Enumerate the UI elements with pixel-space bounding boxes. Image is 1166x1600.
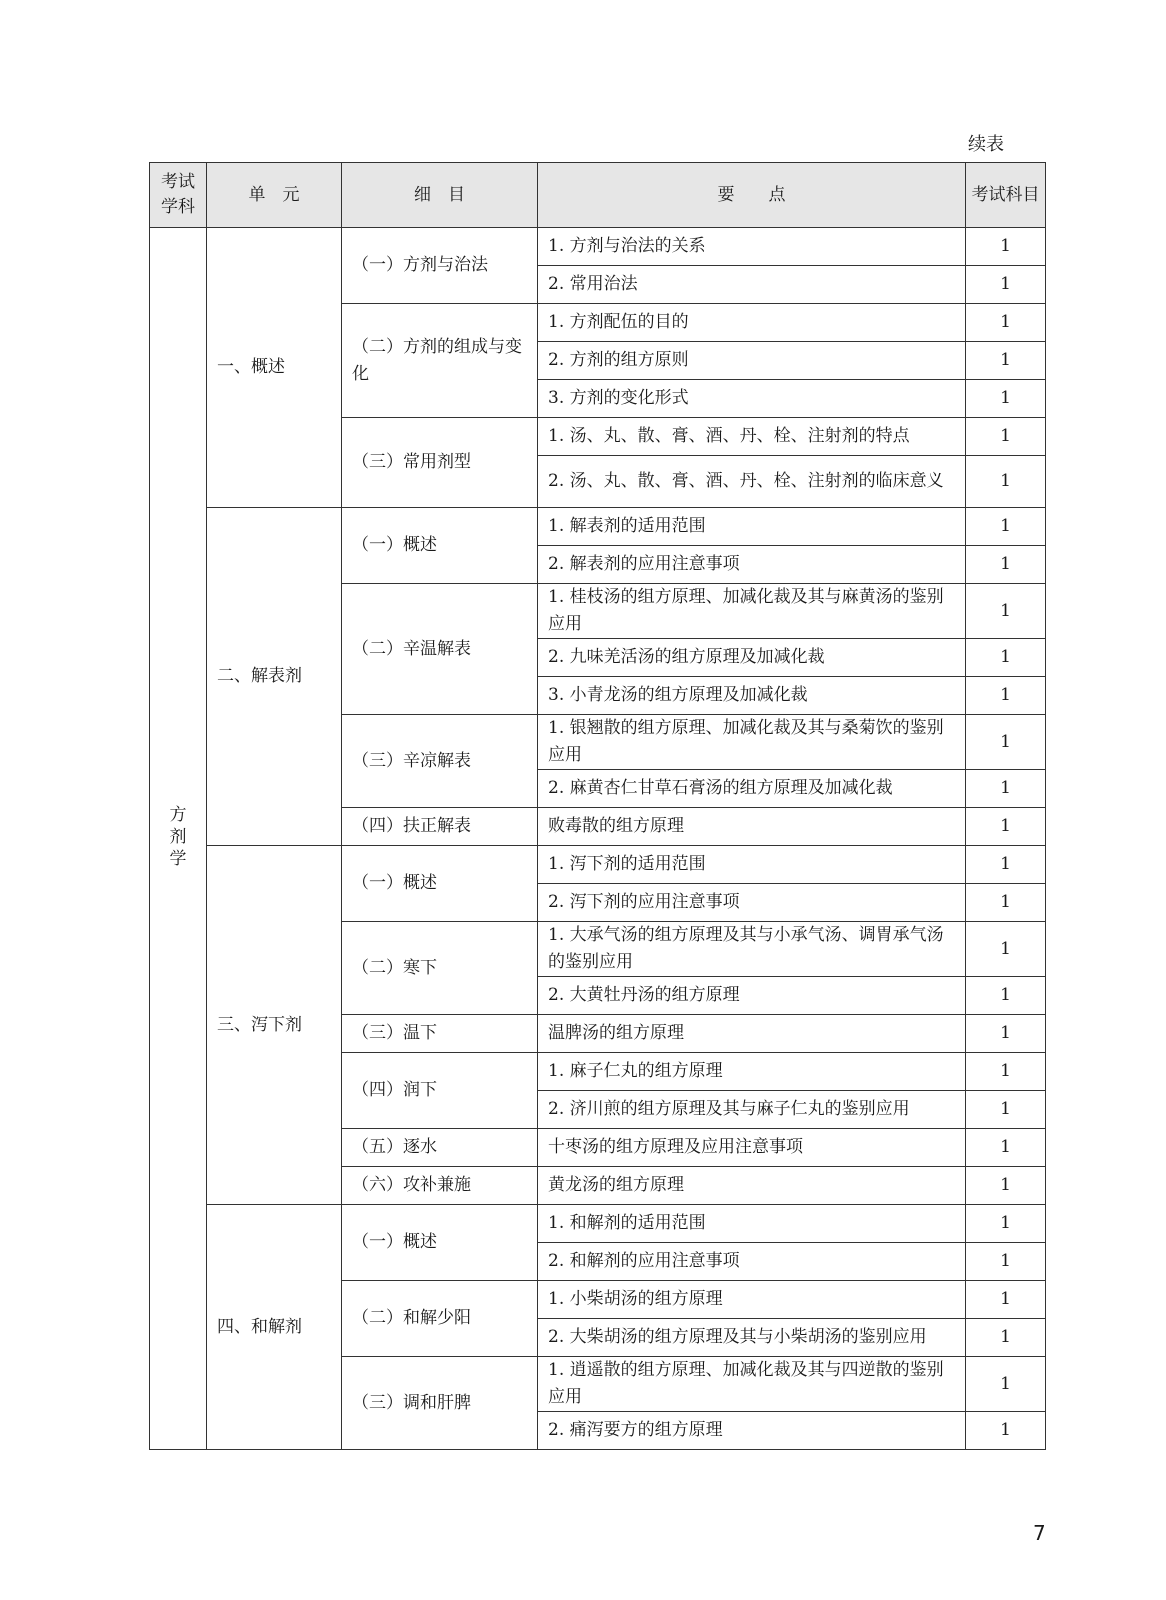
count-cell: 1 <box>966 808 1046 846</box>
table-row <box>150 1205 1046 1243</box>
count-cell: 1 <box>966 228 1046 266</box>
table-body <box>150 228 1046 1450</box>
point-cell: 2. 麻黄杏仁甘草石膏汤的组方原理及加减化裁 <box>538 770 966 808</box>
table-row <box>150 846 1046 884</box>
point-cell: 十枣汤的组方原理及应用注意事项 <box>538 1129 966 1167</box>
point-cell: 1. 大承气汤的组方原理及其与小承气汤、调胃承气汤的鉴别应用 <box>538 922 966 977</box>
count-cell: 1 <box>966 922 1046 977</box>
count-cell: 1 <box>966 1205 1046 1243</box>
detail-cell: （五）逐水 <box>342 1129 538 1167</box>
count-cell: 1 <box>966 584 1046 639</box>
point-cell: 1. 银翘散的组方原理、加减化裁及其与桑菊饮的鉴别应用 <box>538 715 966 770</box>
detail-cell: （一）方剂与治法 <box>342 228 538 304</box>
detail-cell: （二）和解少阳 <box>342 1281 538 1357</box>
point-cell: 2. 汤、丸、散、膏、酒、丹、栓、注射剂的临床意义 <box>538 456 966 508</box>
count-cell: 1 <box>966 1319 1046 1357</box>
table-row <box>150 508 1046 546</box>
table-header-row <box>150 163 1046 228</box>
point-cell: 2. 大柴胡汤的组方原理及其与小柴胡汤的鉴别应用 <box>538 1319 966 1357</box>
unit-cell: 一、概述 <box>207 228 342 508</box>
point-cell: 1. 解表剂的适用范围 <box>538 508 966 546</box>
table-row <box>150 228 1046 266</box>
count-cell: 1 <box>966 639 1046 677</box>
header-count: 考试科目 <box>966 163 1046 228</box>
count-cell: 1 <box>966 1243 1046 1281</box>
subject-cell <box>150 228 207 1450</box>
count-cell: 1 <box>966 1412 1046 1450</box>
point-cell: 2. 九味羌活汤的组方原理及加减化裁 <box>538 639 966 677</box>
point-cell: 2. 解表剂的应用注意事项 <box>538 546 966 584</box>
point-cell: 1. 麻子仁丸的组方原理 <box>538 1053 966 1091</box>
count-cell: 1 <box>966 1167 1046 1205</box>
count-cell: 1 <box>966 380 1046 418</box>
detail-cell: （二）寒下 <box>342 922 538 1015</box>
detail-cell: （一）概述 <box>342 508 538 584</box>
count-cell: 1 <box>966 977 1046 1015</box>
count-cell: 1 <box>966 677 1046 715</box>
header-unit: 单 元 <box>207 163 342 228</box>
count-cell: 1 <box>966 508 1046 546</box>
count-cell: 1 <box>966 546 1046 584</box>
count-cell: 1 <box>966 846 1046 884</box>
detail-cell: （二）辛温解表 <box>342 584 538 715</box>
point-cell: 1. 方剂配伍的目的 <box>538 304 966 342</box>
unit-cell: 二、解表剂 <box>207 508 342 846</box>
continued-label: 续表 <box>968 134 1004 155</box>
count-cell: 1 <box>966 884 1046 922</box>
point-cell: 温脾汤的组方原理 <box>538 1015 966 1053</box>
count-cell: 1 <box>966 1015 1046 1053</box>
detail-cell: （三）温下 <box>342 1015 538 1053</box>
detail-cell: （四）润下 <box>342 1053 538 1129</box>
header-subject: 考试学科 <box>150 163 207 228</box>
point-cell: 1. 和解剂的适用范围 <box>538 1205 966 1243</box>
point-cell: 2. 泻下剂的应用注意事项 <box>538 884 966 922</box>
count-cell: 1 <box>966 770 1046 808</box>
count-cell: 1 <box>966 1091 1046 1129</box>
count-cell: 1 <box>966 342 1046 380</box>
point-cell: 2. 常用治法 <box>538 266 966 304</box>
point-cell: 3. 小青龙汤的组方原理及加减化裁 <box>538 677 966 715</box>
point-cell: 1. 小柴胡汤的组方原理 <box>538 1281 966 1319</box>
point-cell: 黄龙汤的组方原理 <box>538 1167 966 1205</box>
syllabus-table <box>149 162 1046 1450</box>
count-cell: 1 <box>966 456 1046 508</box>
point-cell: 1. 汤、丸、散、膏、酒、丹、栓、注射剂的特点 <box>538 418 966 456</box>
count-cell: 1 <box>966 266 1046 304</box>
subject-label: 方剂学 <box>169 805 187 869</box>
unit-cell: 三、泻下剂 <box>207 846 342 1205</box>
detail-cell: （三）调和肝脾 <box>342 1357 538 1450</box>
point-cell: 2. 方剂的组方原则 <box>538 342 966 380</box>
point-cell: 2. 大黄牡丹汤的组方原理 <box>538 977 966 1015</box>
detail-cell: （一）概述 <box>342 846 538 922</box>
count-cell: 1 <box>966 1357 1046 1412</box>
point-cell: 败毒散的组方原理 <box>538 808 966 846</box>
count-cell: 1 <box>966 1129 1046 1167</box>
point-cell: 1. 方剂与治法的关系 <box>538 228 966 266</box>
count-cell: 1 <box>966 1281 1046 1319</box>
unit-cell: 四、和解剂 <box>207 1205 342 1450</box>
detail-cell: （六）攻补兼施 <box>342 1167 538 1205</box>
point-cell: 2. 痛泻要方的组方原理 <box>538 1412 966 1450</box>
point-cell: 3. 方剂的变化形式 <box>538 380 966 418</box>
point-cell: 1. 逍遥散的组方原理、加减化裁及其与四逆散的鉴别应用 <box>538 1357 966 1412</box>
detail-cell: （三）常用剂型 <box>342 418 538 508</box>
point-cell: 1. 泻下剂的适用范围 <box>538 846 966 884</box>
header-detail: 细 目 <box>342 163 538 228</box>
point-cell: 2. 和解剂的应用注意事项 <box>538 1243 966 1281</box>
point-cell: 1. 桂枝汤的组方原理、加减化裁及其与麻黄汤的鉴别应用 <box>538 584 966 639</box>
detail-cell: （一）概述 <box>342 1205 538 1281</box>
point-cell: 2. 济川煎的组方原理及其与麻子仁丸的鉴别应用 <box>538 1091 966 1129</box>
count-cell: 1 <box>966 1053 1046 1091</box>
header-point: 要 点 <box>538 163 966 228</box>
detail-cell: （二）方剂的组成与变化 <box>342 304 538 418</box>
page-number: 7 <box>1033 1521 1046 1545</box>
count-cell: 1 <box>966 418 1046 456</box>
count-cell: 1 <box>966 304 1046 342</box>
detail-cell: （三）辛凉解表 <box>342 715 538 808</box>
detail-cell: （四）扶正解表 <box>342 808 538 846</box>
count-cell: 1 <box>966 715 1046 770</box>
